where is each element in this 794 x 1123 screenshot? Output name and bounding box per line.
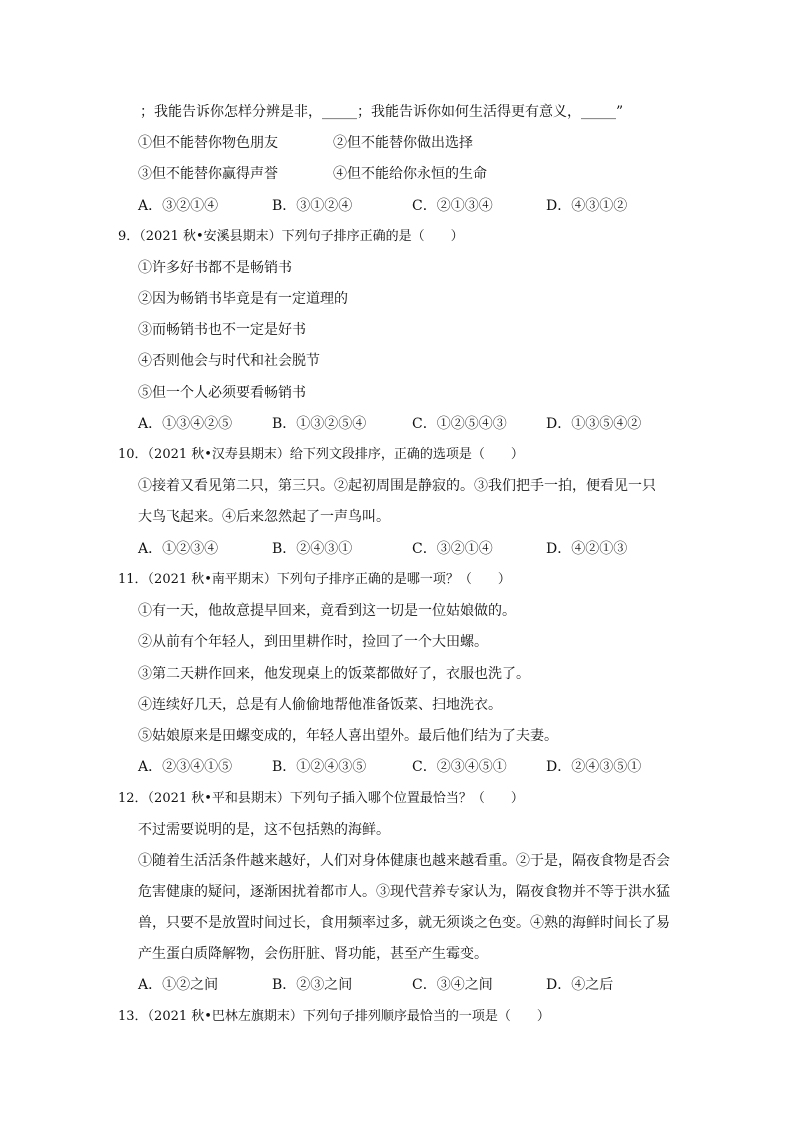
q8-stem-tail: ；我能告诉你怎样分辨是非，_____；我能告诉你如何生活得更有意义，_____” (140, 104, 624, 120)
q9-item-4: ④否则他会与时代和社会脱节 (138, 353, 320, 369)
q11-item-5: ⑤姑娘原来是田螺变成的，年轻人喜出望外。最后他们结为了夫妻。 (138, 728, 558, 744)
q11-item-3: ③第二天耕作回来，他发现桌上的饭菜都做好了，衣服也洗了。 (138, 666, 530, 682)
q12-passage-line-1: ①随着生活活条件越来越好，人们对身体健康也越来越看重。②于是，隔夜食物是否会 (138, 853, 670, 869)
q11-option-c[interactable]: C．②③④⑤① (412, 759, 507, 775)
q9-item-5: ⑤但一个人必须要看畅销书 (138, 385, 306, 401)
q10-option-d[interactable]: D．④②①③ (546, 541, 628, 557)
q8-option-d[interactable]: D．④③①② (546, 198, 628, 214)
q9-stem: 9．（2021 秋•安溪县期末）下列句子排序正确的是（ ） (118, 229, 464, 244)
q9-item-2: ②因为畅销书毕竟是有一定道理的 (138, 291, 348, 307)
q13-stem: 13．（2021 秋•巴林左旗期末）下列句子排列顺序最恰当的一项是（ ） (118, 1009, 550, 1024)
q11-option-d[interactable]: D．②④③⑤① (546, 759, 642, 775)
q8-item-3: ③但不能替你赢得声誉 (138, 166, 278, 182)
q12-passage-line-2: 危害健康的疑问，逐渐困扰着都市人。③现代营养专家认为，隔夜食物并不等于洪水猛 (138, 884, 670, 900)
q10-passage-line-2: 大鸟飞起来。④后来忽然起了一声鸟叫。 (138, 509, 390, 525)
q12-passage-line-4: 产生蛋白质降解物，会伤肝脏、肾功能，甚至产生霉变。 (138, 946, 488, 962)
q12-option-a[interactable]: A．①②之间 (138, 977, 219, 993)
q11-item-1: ①有一天，他故意提早回来，竟看到这一切是一位姑娘做的。 (138, 603, 516, 619)
q12-passage-line-3: 兽，只要不是放置时间过长，食用频率过多，就无须谈之色变。④熟的海鲜时间长了易 (138, 915, 670, 931)
q8-option-c[interactable]: C．②①③④ (412, 198, 493, 214)
q11-option-b[interactable]: B．①②④③⑤ (272, 759, 367, 775)
q8-item-1: ①但不能替你物色朋友 (138, 135, 278, 151)
q9-option-d[interactable]: D．①③⑤④② (546, 416, 642, 432)
q10-stem: 10．（2021 秋•汉寿县期末）给下列文段排序，正确的选项是（ ） (118, 447, 524, 462)
q8-item-4: ④但不能给你永恒的生命 (333, 166, 487, 182)
q9-option-c[interactable]: C．①②⑤④③ (412, 416, 507, 432)
q9-item-3: ③而畅销书也不一定是好书 (138, 322, 306, 338)
q11-item-4: ④连续好几天，总是有人偷偷地帮他准备饭菜、扫地洗衣。 (138, 697, 502, 713)
q12-stem: 12．（2021 秋•平和县期末）下列句子插入哪个位置最恰当？（ ） (118, 791, 524, 806)
q10-option-c[interactable]: C．③②①④ (412, 541, 493, 557)
q11-item-2: ②从前有个年轻人，到田里耕作时，捡回了一个大田螺。 (138, 634, 488, 650)
q11-option-a[interactable]: A．②③④①⑤ (138, 759, 233, 775)
q8-option-a[interactable]: A．③②①④ (138, 198, 219, 214)
q9-option-b[interactable]: B．①③②⑤④ (272, 416, 367, 432)
q12-option-c[interactable]: C．③④之间 (412, 977, 493, 993)
q11-stem: 11．（2021 秋•南平期末）下列句子排序正确的是哪一项？（ ） (118, 572, 511, 587)
q9-item-1: ①许多好书都不是畅销书 (138, 260, 292, 276)
q10-option-b[interactable]: B．②④③① (272, 541, 353, 557)
q12-option-d[interactable]: D．④之后 (546, 977, 614, 993)
q8-option-b[interactable]: B．③①②④ (272, 198, 353, 214)
q9-option-a[interactable]: A．①③④②⑤ (138, 416, 233, 432)
q10-passage-line-1: ①接着又看见第二只，第三只。②起初周围是静寂的。③我们把手一拍，便看见一只 (138, 478, 656, 494)
q10-option-a[interactable]: A．①②③④ (138, 541, 219, 557)
q8-item-2: ②但不能替你做出选择 (333, 135, 473, 151)
q12-insert-sentence: 不过需要说明的是，这不包括熟的海鲜。 (138, 822, 390, 838)
q12-option-b[interactable]: B．②③之间 (272, 977, 353, 993)
